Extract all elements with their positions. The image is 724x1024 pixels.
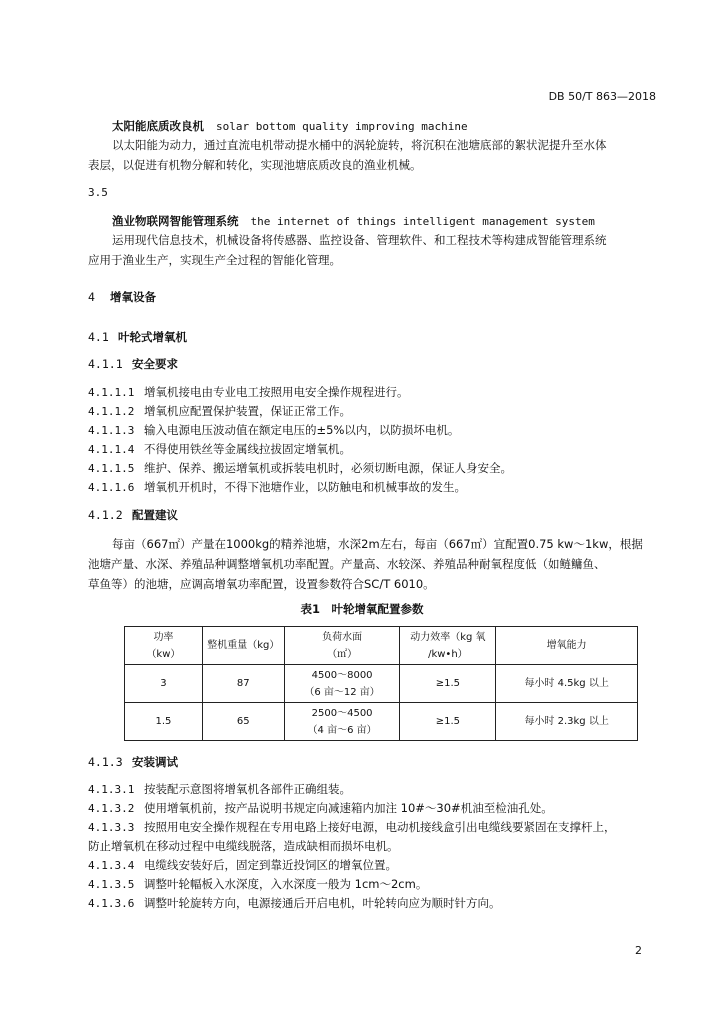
config-para-line2: 池塘产量、水深、养殖品种调整增氧机功率配置。产量高、水较深、养殖品种耐氧程度低（如鲢鳙鱼、	[88, 557, 606, 571]
item-number: 4.1.3.6	[88, 897, 135, 910]
heading-title: 安装调试	[132, 755, 178, 769]
clause-item	[88, 819, 616, 835]
item-text: 调整叶轮幅板入水深度，入水深度一般为 1cm～2cm。	[144, 877, 428, 891]
definition-iot-line1: 运用现代信息技术，机械设备将传感器、监控设备、管理软件、和工程技术等构建成智能管理系统	[112, 233, 607, 247]
heading-number: 4.1.2	[88, 508, 123, 522]
heading-number: 4.1.1	[88, 357, 123, 371]
cell-power: 3	[125, 665, 203, 703]
cell-area: 4500～8000 （6 亩～12 亩）	[284, 665, 400, 703]
section-4-1-heading	[88, 329, 187, 345]
section-4-1-1-heading	[88, 356, 178, 372]
heading-number: 4.1	[88, 330, 109, 344]
item-text: 防止增氧机在移动过程中电缆线脱落，造成缺相而损坏电机。	[88, 839, 399, 853]
item-number: 4.1.1.1	[88, 386, 135, 399]
item-text: 按照用电安全操作规程在专用电路上接好电源，电动机接线盒引出电缆线要紧固在支撑杆上，	[144, 820, 616, 834]
heading-title: 叶轮式增氧机	[118, 330, 187, 344]
definition-solar-line1: 以太阳能为动力，通过直流电机带动提水桶中的涡轮旋转，将沉积在池塘底部的絮状泥提升至水体	[112, 138, 607, 152]
item-number: 4.1.1.3	[88, 424, 135, 437]
clause-item-continuation	[88, 838, 399, 854]
term-iot-system	[112, 213, 595, 229]
chapter-4-heading	[88, 289, 156, 305]
item-text: 按装配示意图将增氧机各部件正确组装。	[144, 782, 351, 796]
section-4-1-2-heading	[88, 507, 178, 523]
item-number: 4.1.3.4	[88, 859, 135, 872]
header-power: 功率 （kw）	[125, 627, 203, 665]
clause-item	[88, 857, 397, 873]
heading-number: 4	[88, 290, 95, 304]
item-number: 4.1.1.2	[88, 405, 135, 418]
item-number: 4.1.1.6	[88, 481, 135, 494]
config-para-line3: 草鱼等）的池塘，应调高增氧功率配置，设置参数符合SC/T 6010。	[88, 577, 435, 591]
item-number: 4.1.3.2	[88, 802, 135, 815]
standard-number: DB 50/T 863—2018	[548, 90, 656, 103]
section-4-1-3-heading	[88, 754, 178, 770]
item-text: 增氧机应配置保护装置，保证正常工作。	[144, 404, 351, 418]
cell-efficiency: ≥1.5	[400, 703, 496, 741]
table-row	[125, 703, 638, 741]
heading-title: 增氧设备	[110, 290, 156, 304]
clause-item	[88, 895, 501, 911]
item-number: 4.1.3.1	[88, 783, 135, 796]
cell-capacity: 每小时 4.5kg 以上	[496, 665, 638, 703]
term-solar-machine	[112, 118, 468, 134]
table-row	[125, 665, 638, 703]
clause-item	[88, 800, 553, 816]
heading-title: 配置建议	[132, 508, 178, 522]
heading-number: 4.1.3	[88, 755, 123, 769]
clause-item	[88, 479, 466, 495]
item-text: 使用增氧机前，按产品说明书规定向减速箱内加注 10#～30#机油至检油孔处。	[144, 801, 553, 815]
item-number: 4.1.3.3	[88, 821, 135, 834]
item-text: 增氧机开机时，不得下池塘作业，以防触电和机械事故的发生。	[144, 480, 466, 494]
item-number: 4.1.3.5	[88, 878, 135, 891]
item-number: 4.1.1.4	[88, 443, 135, 456]
definition-iot-line2: 应用于渔业生产，实现生产全过程的智能化管理。	[88, 253, 341, 267]
item-text: 输入电源电压波动值在额定电压的±5%以内，以防损坏电机。	[144, 423, 460, 437]
cell-weight: 65	[202, 703, 284, 741]
config-para-line1: 每亩（667㎡）产量在1000kg的精养池塘，水深2m左右，每亩（667㎡）宜配置0.75 kw～1kw，根据	[112, 537, 643, 551]
header-efficiency: 动力效率（kg 氧 /kw•h）	[400, 627, 496, 665]
cell-capacity: 每小时 2.3kg 以上	[496, 703, 638, 741]
table-header-row	[125, 627, 638, 665]
clause-item	[88, 403, 351, 419]
term-zh: 太阳能底质改良机	[112, 119, 204, 133]
clause-item	[88, 384, 409, 400]
term-en: the internet of things intelligent management system	[250, 215, 595, 228]
item-text: 调整叶轮旋转方向，电源接通后开启电机，叶轮转向应为顺时针方向。	[144, 896, 501, 910]
clause-number-3-5: 3.5	[88, 186, 108, 199]
page-number: 2	[635, 944, 642, 957]
clause-item	[88, 781, 351, 797]
item-number: 4.1.1.5	[88, 462, 135, 475]
aerator-config-table	[124, 626, 638, 741]
header-capacity: 增氧能力	[496, 627, 638, 665]
item-text: 增氧机接电由专业电工按照用电安全操作规程进行。	[144, 385, 409, 399]
heading-title: 安全要求	[132, 357, 178, 371]
clause-item	[88, 422, 459, 438]
item-text: 电缆线安装好后，固定到靠近投饲区的增氧位置。	[144, 858, 397, 872]
cell-area: 2500～4500 （4 亩～6 亩）	[284, 703, 400, 741]
cell-efficiency: ≥1.5	[400, 665, 496, 703]
cell-weight: 87	[202, 665, 284, 703]
table-caption: 表1 叶轮增氧配置参数	[300, 602, 424, 616]
header-area: 负荷水面 （㎡）	[284, 627, 400, 665]
term-en: solar bottom quality improving machine	[216, 120, 468, 133]
cell-power: 1.5	[125, 703, 203, 741]
definition-solar-line2: 表层，以促进有机物分解和转化，实现池塘底质改良的渔业机械。	[88, 158, 422, 172]
item-text: 维护、保养、搬运增氧机或拆装电机时，必须切断电源，保证人身安全。	[144, 461, 512, 475]
item-text: 不得使用铁丝等金属线拉拔固定增氧机。	[144, 442, 351, 456]
header-weight: 整机重量（kg）	[202, 627, 284, 665]
clause-item	[88, 876, 427, 892]
term-zh: 渔业物联网智能管理系统	[112, 214, 239, 228]
clause-item	[88, 441, 351, 457]
clause-item	[88, 460, 512, 476]
